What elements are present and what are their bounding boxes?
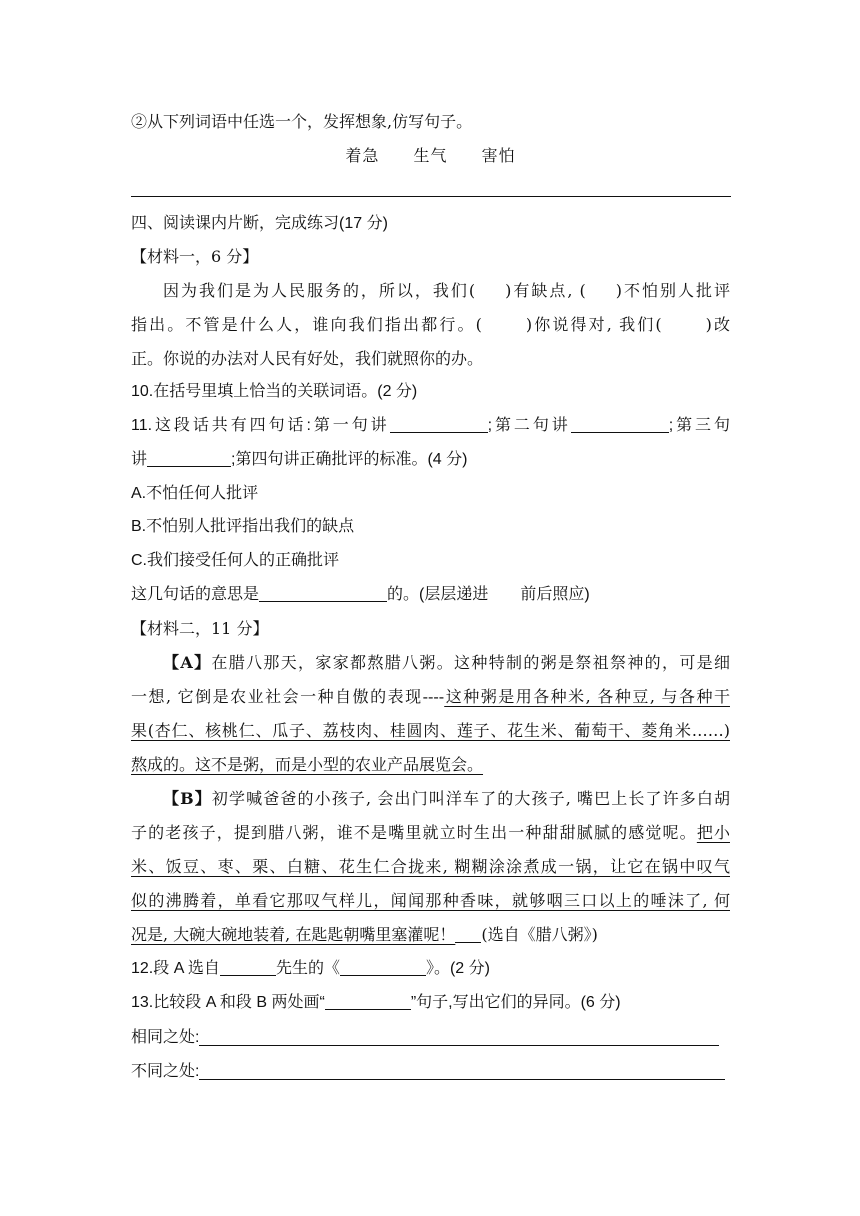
passage-source: (选自《腊八粥》) bbox=[481, 925, 598, 944]
difference-answer: 不同之处: bbox=[131, 1061, 730, 1083]
word-choices bbox=[131, 145, 730, 167]
similarity-answer: 相同之处: bbox=[131, 1027, 730, 1049]
underlined-sentence: 果(杏仁、核桃仁、瓜子、荔枝肉、桂圆肉、莲子、花生米、葡萄干、菱角米……) bbox=[131, 721, 730, 740]
underlined-sentence: 这种粥是用各种米, 各种豆, 与各种干 bbox=[444, 687, 730, 706]
question-11-cont: 讲 ;第四句讲正确批评的标准。(4 分) bbox=[131, 451, 468, 468]
underlined-sentence: 似的沸腾着，单看它那叹气样儿，闻闻那种香味，就够咽三口以上的唾沫了, 何 bbox=[131, 891, 730, 910]
answer-line bbox=[131, 196, 731, 197]
material-one-line-2: 指出。不管是什么人，谁向我们指出都行。( )你说得对, 我们( )改 bbox=[131, 315, 730, 334]
answer-line[interactable] bbox=[199, 1061, 725, 1080]
passage-a-line-3 bbox=[131, 720, 730, 742]
passage-b-line-4 bbox=[131, 890, 730, 912]
answer-line[interactable] bbox=[199, 1027, 719, 1046]
question-13: 13.比较段 A 和段 B 两处画“ ”句子,写出它们的异同。(6 分) bbox=[131, 994, 621, 1011]
answer-blank[interactable] bbox=[220, 959, 276, 976]
answer-blank[interactable] bbox=[571, 416, 669, 433]
passage-b-line-5 bbox=[131, 924, 730, 946]
word-choice: 生气 bbox=[413, 146, 448, 165]
passage-a-line-1: 【A】在腊八那天，家家都熬腊八粥。这种特制的粥是祭祖祭神的，可是细 bbox=[163, 653, 730, 672]
word-choice: 害怕 bbox=[481, 146, 516, 165]
material-one-title: 【材料一，6 分】 bbox=[131, 247, 259, 266]
answer-blank[interactable] bbox=[325, 993, 411, 1010]
answer-blank[interactable] bbox=[147, 450, 231, 467]
meaning-question: 这几句话的意思是 的。(层层递进 前后照应) bbox=[131, 586, 590, 603]
passage-b-line-1: 【B】初学喊爸爸的小孩子, 会出门叫洋车了的大孩子, 嘴巴上长了许多白胡 bbox=[163, 789, 730, 808]
underlined-sentence: 把小 bbox=[696, 823, 730, 842]
passage-a-line-4 bbox=[131, 754, 730, 776]
answer-blank[interactable] bbox=[259, 585, 387, 602]
option-a: A.不怕任何人批评 bbox=[131, 485, 259, 502]
material-one-line-1: 因为我们是为人民服务的，所以，我们( )有缺点, ( )不怕别人批评 bbox=[163, 281, 730, 300]
question-10: 10.在括号里填上恰当的关联词语。(2 分) bbox=[131, 383, 418, 400]
question-11: 11.这段话共有四句话:第一句讲 ;第二句讲 ;第三句 bbox=[131, 417, 730, 434]
word-choice: 着急 bbox=[345, 146, 380, 165]
question-12: 12.段 A 选自 先生的《 》。(2 分) bbox=[131, 960, 490, 977]
passage-b-line-2: 子的老孩子，提到腊八粥，谁不是嘴里就立时生出一种甜甜腻腻的感觉呢。把小 bbox=[131, 823, 730, 842]
option-c: C.我们接受任何人的正确批评 bbox=[131, 552, 340, 569]
underlined-sentence: 熬成的。这不是粥，而是小型的农业产品展览会。 bbox=[131, 755, 484, 774]
question-imitate: ②从下列词语中任选一个，发挥想象,仿写句子。 bbox=[131, 112, 473, 131]
material-two-title: 【材料二，11 分】 bbox=[131, 619, 269, 638]
answer-blank[interactable] bbox=[390, 416, 488, 433]
passage-b-line-3 bbox=[131, 856, 730, 878]
underlined-sentence: 米、饭豆、枣、栗、白糖、花生仁合拢来, 糊糊涂涂煮成一锅，让它在锅中叹气 bbox=[131, 857, 730, 876]
section-four-heading: 四、阅读课内片断，完成练习(17 分) bbox=[131, 215, 388, 232]
underlined-sentence: 况是, 大碗大碗地装着, 在匙匙朝嘴里塞灌呢！ bbox=[131, 925, 456, 944]
answer-blank[interactable] bbox=[340, 959, 426, 976]
passage-a-line-2: 一想, 它倒是农业社会一种自傲的表现----这种粥是用各种米, 各种豆, 与各种干 bbox=[131, 687, 730, 706]
option-b: B.不怕别人批评指出我们的缺点 bbox=[131, 518, 355, 535]
material-one-line-3: 正。你说的办法对人民有好处，我们就照你的办。 bbox=[131, 349, 484, 368]
